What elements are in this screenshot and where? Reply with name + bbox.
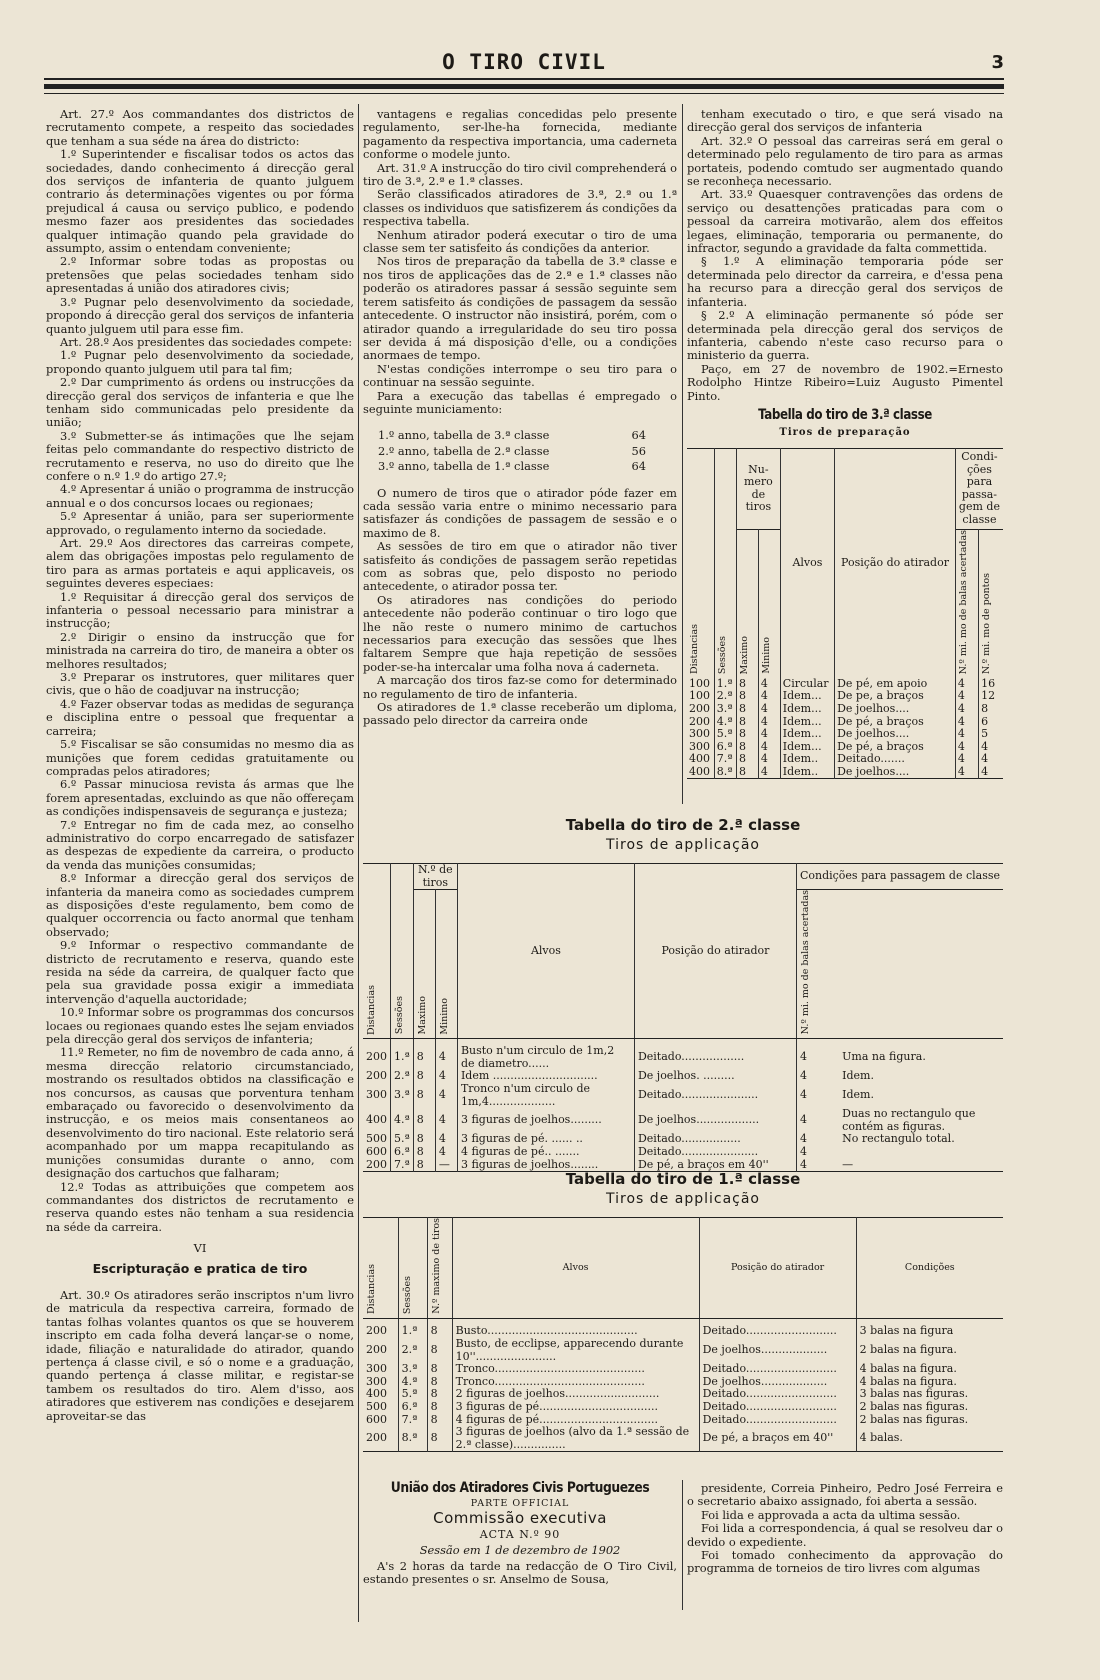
table-row — [363, 1039, 1003, 1071]
header-dist: Distancias — [366, 984, 377, 1035]
table-row — [363, 1363, 1003, 1376]
table-cell: Tronco n'um circulo de 1m,4................... — [457, 1083, 634, 1108]
table-cell: De pé, a braços — [835, 741, 956, 754]
table-cell: Busto, de ecclipse, apparecendo durante 10''....................... — [452, 1338, 699, 1363]
table-cell: 7.ª — [398, 1414, 427, 1427]
table-cell: 8.ª — [714, 766, 736, 779]
uniao-section-cont — [687, 1482, 1003, 1576]
table-cell: 4 — [981, 764, 989, 778]
paragraph: Art. 29.º Aos directores das carreiras compete, alem das obrigações impostas pelo regulamento de tiro para as armas portateis e aqui applicaveis, os seguintes deveres especiaes: — [46, 536, 354, 591]
paragraph: Art. 28.º Aos presidentes das sociedades compete: — [60, 334, 353, 349]
table-row — [363, 1083, 1003, 1108]
table-cell: 5 — [981, 727, 989, 741]
ammo-value: 56 — [631, 443, 646, 458]
table-cell: No rectangulo total. — [842, 1132, 955, 1146]
table-cell: 100 — [687, 690, 714, 703]
paragraph: Foi lida e approvada a acta da ultima sessão. — [701, 1507, 961, 1522]
table-cell: 8 — [736, 728, 758, 741]
table-cell: 1.ª — [398, 1319, 427, 1338]
paragraph: Os atiradores nas condições do periodo antecedente não poderão continuar o tiro logo que lhe não reste o numero minimo de cartuchos necessarios para execução das sessões que lhes faltarem Sempre que haja repetição de sessões poder-se-ha intercalar uma folha nova á caderneta. — [363, 592, 677, 674]
header-num-tiros: Nu-mero de tiros — [736, 448, 780, 529]
paragraph: 1.º Pugnar pelo desenvolvimento da sociedade, propondo quanto julguem util para tal fim; — [46, 348, 354, 376]
paragraph: Foi tomado conhecimento da approvação do programma de torneios de tiro livres com algumas — [687, 1548, 1003, 1576]
table-cell: 8 — [413, 1039, 435, 1071]
paragraph: presidente, Correia Pinheiro, Pedro José Ferreira e o secretario abaixo assignado, foi aberta a sessão. — [687, 1481, 1003, 1509]
sessao-date: Sessão em 1 de dezembro de 1902 — [419, 1542, 621, 1557]
table-cell: 4 — [981, 752, 989, 766]
paragraph: tenham executado o tiro, e que será visado na direcção geral dos serviços de infanteria — [687, 107, 1003, 135]
table-cell: 4 balas na figura. — [859, 1362, 957, 1376]
paragraph: 3.º Submetter-se ás intimações que lhe sejam feitas pelo commandante do respectivo districto de recrutamento e reserva, no uso do direito que lhe confere o n.º 1.º do artigo 27.º; — [46, 428, 354, 483]
table-cell: 600 — [363, 1414, 398, 1427]
table-1 — [363, 1217, 1003, 1452]
table-cell: 4 — [955, 690, 978, 703]
table-cell: De joelhos................... — [699, 1338, 856, 1363]
table-cell: 4 — [758, 678, 780, 691]
table-cell: 16 — [981, 676, 996, 690]
header-pontos: N.º mi. mo de pontos — [981, 573, 993, 675]
table-cell: 6 — [981, 714, 989, 728]
paragraph: 2.º Informar sobre todas as propostas ou pretensões que pelas sociedades tenham sido apresentadas á união dos atiradores civis; — [46, 254, 354, 296]
table-cell: 200 — [363, 1039, 391, 1071]
table-cell: 4 — [758, 690, 780, 703]
header-max: Maximo — [416, 996, 428, 1035]
table-cell: Idem... — [780, 703, 834, 716]
paragraph: Art. 27.º Aos commandantes dos districtos de recrutamento compete, a respeito das sociedades que tenham a sua séde na área do districto: — [46, 107, 354, 148]
table-cell: 4 — [435, 1039, 457, 1071]
table-cell: 4 — [981, 739, 989, 753]
table-cell: 8 — [736, 753, 758, 766]
table-cell: 4 — [435, 1108, 457, 1133]
table-cell: Idem.. — [780, 766, 834, 779]
table-cell: 6.ª — [398, 1401, 427, 1414]
table-cell: 100 — [687, 678, 714, 691]
table-3 — [687, 448, 1003, 780]
paragraph: Serão classificados atiradores de 3.ª, 2.ª ou 1.ª classes os individuos que satisfizerem ás condições da respectiva tabella. — [363, 187, 677, 229]
table-cell: 4 — [758, 766, 780, 779]
table-cell: Deitado....... — [835, 753, 956, 766]
table-cell: 4 — [799, 1132, 807, 1146]
table-cell: 200 — [363, 1426, 398, 1452]
table-cell: 2 balas nas figuras. — [859, 1399, 969, 1413]
table-cell: De joelhos. ......... — [634, 1070, 796, 1083]
table-cell: 2 balas na figura. — [859, 1343, 957, 1357]
paragraph: 4.º Fazer observar todas as medidas de segurança e disciplina entre o pessoal que frequentar a carreira; — [46, 696, 354, 738]
table-cell: 8 — [427, 1363, 452, 1376]
table-1-subtitle: Tiros de applicação — [606, 1191, 760, 1207]
table-cell: 2.ª — [398, 1338, 427, 1363]
table-cell: 4.ª — [391, 1108, 414, 1133]
paragraph: § 2.º A eliminação permanente só póde ser determinada pela direcção geral dos serviços de infanteria, cabendo n'este caso recurso para o ministerio da guerra. — [687, 308, 1003, 363]
uniao-section — [363, 1482, 677, 1587]
table-cell: 400 — [687, 766, 714, 779]
header-balas: N.º mi. mo de balas acertadas — [957, 529, 969, 675]
ammo-value: 64 — [631, 459, 646, 474]
header-position: Posição do atirador — [634, 864, 796, 1039]
paragraph: Art. 32.º O pessoal das carreiras será em geral o determinado pelo regulamento de tiro para as armas portateis, podendo comtudo ser augmentado quando se reconheça necessario. — [687, 133, 1003, 189]
table-cell: Deitado.......................... — [699, 1319, 856, 1338]
table-row — [363, 1338, 1003, 1363]
table-cell: 3 figuras de joelhos........ — [457, 1159, 634, 1172]
table-cell: 600 — [363, 1146, 391, 1159]
table-cell: 4 — [758, 703, 780, 716]
column-divider — [682, 104, 683, 804]
table-cell: 200 — [687, 716, 714, 729]
table-cell: 3 figuras de pé.................................. — [452, 1401, 699, 1414]
table-cell: 4 — [955, 741, 978, 754]
paragraph: A's 2 horas da tarde na redacção de O Tiro Civil, estando presentes o sr. Anselmo de Sousa, — [363, 1559, 677, 1587]
table-cell: 8 — [736, 678, 758, 691]
comissao-title: Commissão executiva — [433, 1508, 607, 1527]
table-row — [687, 753, 1003, 766]
table-cell: 4 — [758, 753, 780, 766]
table-cell: 8 — [427, 1338, 452, 1363]
table-cell: Tronco........................................... — [452, 1363, 699, 1376]
table-cell: 8 — [413, 1108, 435, 1133]
table-cell: Uma na figura. — [842, 1050, 926, 1064]
table-row — [687, 703, 1003, 716]
section-title: Escripturação e pratica de tiro — [92, 1260, 308, 1276]
table-cell: 8 — [427, 1388, 452, 1401]
table-cell: Busto........................................... — [452, 1319, 699, 1338]
paragraph: Art. 31.º A instrucção do tiro civil comprehenderá o tiro de 3.ª, 2.ª e 1.ª classes. — [363, 160, 677, 189]
header-rule — [44, 78, 1004, 80]
paragraph: 1.º Superintender e fiscalisar todos os actos das sociedades, dando conhecimento á direcção geral dos serviços de infanteria de quanto julguem contrario ás determinações vigentes ou por fórma prejudical á causa ou serviço publico, e podendo mesmo fazer aos presidentes das sociedades qualquer intimação quando pela gravidade do assumpto, assim o entendam conveniente; — [46, 147, 354, 256]
paragraph: 3.º Pugnar pelo desenvolvimento da sociedade, propondo á direcção geral dos serviços de infanteria quanto julguem util para esse fim. — [46, 294, 354, 336]
table-cell: 8 — [427, 1401, 452, 1414]
table-cell: 8 — [413, 1146, 435, 1159]
header-alvos: Alvos — [452, 1218, 699, 1319]
table-cell: 400 — [363, 1108, 391, 1133]
table-cell: Tronco........................................... — [452, 1376, 699, 1389]
column-divider — [358, 104, 359, 1622]
table-cell: 8 — [427, 1319, 452, 1338]
table-row — [687, 766, 1003, 779]
table-3-title: Tabella do tiro de 3.ª classe — [758, 406, 932, 423]
ammo-row — [377, 444, 647, 459]
table-cell: De pe, a braços — [835, 690, 956, 703]
table-cell: 8 — [413, 1083, 435, 1108]
table-cell: De joelhos.................. — [634, 1108, 796, 1133]
table-cell: 3 figuras de joelhos......... — [457, 1108, 634, 1133]
table-cell: 4 — [799, 1050, 807, 1064]
paragraph: 10.º Informar sobre os programmas dos concursos locaes ou regionaes quando estes lhe sejam enviados pela direcção geral dos serviços de infanteria; — [46, 1005, 354, 1047]
table-cell: 200 — [363, 1319, 398, 1338]
table-cell: 4 — [955, 703, 978, 716]
paragraph: 12.º Todas as attribuições que competem aos commandantes dos districtos de recrutamento e reserva quando estes não tenham a sua residencia na séde da carreira. — [46, 1179, 354, 1234]
header-num-tiros: N.º de tiros — [413, 864, 457, 890]
header-alvos: Alvos — [780, 448, 834, 677]
table-cell: 5.ª — [714, 728, 736, 741]
table-cell: Idem... — [780, 690, 834, 703]
column-3 — [687, 108, 1003, 779]
table-cell: 2.ª — [391, 1070, 414, 1083]
table-cell: Idem .............................. — [457, 1070, 634, 1083]
table-cell: 6.ª — [714, 741, 736, 754]
paragraph: A marcação dos tiros faz-se como for determinado no regulamento de tiro de infanteria. — [363, 673, 677, 701]
table-3-subtitle: Tiros de preparação — [779, 427, 911, 439]
table-cell: 8 — [736, 741, 758, 754]
table-cell: 4 — [799, 1144, 807, 1158]
header-position: Posição do atirador — [835, 448, 956, 677]
parte-official: PARTE OFFICIAL — [470, 1498, 570, 1510]
table-cell: De joelhos.... — [835, 766, 956, 779]
table-cell: Deitado................. — [634, 1133, 796, 1146]
ammo-label: 1.º anno, tabella de 3.ª classe — [378, 428, 550, 443]
table-cell: 4 — [435, 1070, 457, 1083]
table-cell: 8 — [736, 690, 758, 703]
paragraph: O numero de tiros que o atirador póde fazer em cada sessão varia entre o minimo necessario para satisfazer ás condições de passagem de sessão e o maximo de 8. — [363, 485, 677, 540]
table-cell: 8 — [981, 701, 989, 715]
table-cell: 4 — [955, 766, 978, 779]
table-cell: 4 — [799, 1088, 807, 1102]
ammo-label: 2.º anno, tabella de 2.ª classe — [378, 443, 550, 458]
table-2-subtitle: Tiros de applicação — [606, 837, 760, 853]
table-row — [363, 1108, 1003, 1133]
table-cell: Deitado...................... — [634, 1083, 796, 1108]
table-2 — [363, 863, 1003, 1172]
paragraph: N'estas condições interrompe o seu tiro para o continuar na sessão seguinte. — [363, 361, 677, 390]
table-cell: 3.ª — [391, 1083, 414, 1108]
table-cell: 3 balas nas figuras. — [859, 1387, 969, 1401]
paragraph: 9.º Informar o respectivo commandante de districto de recrutamento e reserva, quando este resida na séde da carreira, de qualquer facto que pela sua gravidade possa exigir a immediata intervenção d'aquella auctoridade; — [46, 938, 354, 1006]
table-cell: 6.ª — [391, 1146, 414, 1159]
paragraph: 5.º Apresentar á união, para ser superiormente approvado, o regulamento interno da sociedade. — [46, 509, 354, 537]
table-cell: 500 — [363, 1133, 391, 1146]
table-cell: 4 balas. — [859, 1431, 903, 1445]
table-cell: Deitado.......................... — [699, 1401, 856, 1414]
table-cell: 4 figuras de pé.. ....... — [457, 1146, 634, 1159]
paragraph: 5.º Fiscalisar se são consumidas no mesmo dia as munições que forem cedidas gratuitamente ou compradas pelos atiradores; — [46, 737, 354, 778]
paragraph: Nos tiros de preparação da tabella de 3.ª classe e nos tiros de applicações das de 2.ª e 1.ª classes não poderão os atiradores passar á sessão seguinte sem terem satisfeito ás condições de passagem da sessão antecedente. O instructor não insistirá, porém, com o atirador quando a irregularidade do seu tiro possa ser devida á má disposição d'elle, ou a condições anormaes de tempo. — [363, 254, 677, 363]
table-row — [363, 1146, 1003, 1159]
table-cell: Idem. — [842, 1069, 874, 1083]
table-cell: 7.ª — [391, 1159, 414, 1172]
table-cell: 2.ª — [714, 690, 736, 703]
paragraph: Paço, em 27 de novembro de 1902.=Ernesto Rodolpho Hintze Ribeiro=Luiz Augusto Pimentel Pinto. — [687, 361, 1003, 403]
uniao-title: União dos Atiradores Civis Portuguezes — [390, 1480, 650, 1496]
table-cell: 300 — [687, 728, 714, 741]
table-cell: 4 — [955, 728, 978, 741]
table-cell: De pé, a braços em 40'' — [634, 1159, 796, 1172]
paragraph: Os atiradores de 1.ª classe receberão um diploma, passado pelo director da carreira onde — [363, 700, 677, 728]
newspaper-title: O TIRO CIVIL — [442, 50, 606, 74]
table-row — [687, 728, 1003, 741]
paragraph: Nenhum atirador poderá executar o tiro de uma classe sem ter satisfeito ás condições da anterior. — [363, 227, 677, 256]
table-cell: Idem... — [780, 741, 834, 754]
table-1-title: Tabella do tiro de 1.ª classe — [565, 1170, 801, 1188]
table-cell: 8.ª — [398, 1426, 427, 1452]
header-rule-thick — [44, 84, 1004, 89]
table-cell: 12 — [981, 689, 996, 703]
table-cell: 2 figuras de joelhos........................... — [452, 1388, 699, 1401]
header-conditions: Condi-ções para passa-gem de classe — [958, 449, 1000, 526]
ammo-table — [377, 428, 647, 474]
header-max: Maximo — [738, 635, 750, 675]
table-cell: 7.ª — [714, 753, 736, 766]
paragraph: 6.º Passar minuciosa revista ás armas que lhe forem apresentadas, excluindo as que não offereçam as condições indispensaveis de segurança e justeza; — [46, 777, 354, 819]
table-cell: De pé, a braços em 40'' — [699, 1426, 856, 1452]
paragraph: Para a execução das tabellas é empregado o seguinte municiamento: — [363, 388, 677, 416]
paragraph: 3.º Preparar os instrutores, quer militares quer civis, que o hão de coadjuvar na instrucção; — [46, 670, 354, 698]
table-cell: 4 — [799, 1113, 807, 1127]
paragraph: 8.º Informar a direcção geral dos serviços de infanteria da maneira como as sociedades cumprem as disposições d'este regulamento, bem como de qualquer occorrencia ou facto anormal que tenham observado; — [46, 871, 354, 939]
table-cell: Idem... — [780, 728, 834, 741]
table-cell: Duas no rectangulo que contém as figuras. — [842, 1107, 976, 1133]
header-conditions: Condições — [856, 1218, 1003, 1319]
table-cell: De pé, em apoio — [835, 678, 956, 691]
table-row — [363, 1070, 1003, 1083]
table-row — [363, 1426, 1003, 1452]
table-cell: 8 — [427, 1414, 452, 1427]
table-cell: Idem... — [780, 716, 834, 729]
paragraph: Art. 33.º Quaesquer contravenções das ordens de serviço ou desattenções praticadas para com o pessoal da carreira motivarão, alem dos effeitos legaes, eliminação, temporaria ou permanente, do infractor, segundo a gravidade da falta commettida. — [687, 187, 1003, 256]
table-cell: 3 figuras de pé. ...... .. — [457, 1133, 634, 1146]
table-cell: 4 — [435, 1083, 457, 1108]
table-cell: 3.ª — [398, 1363, 427, 1376]
table-2-title: Tabella do tiro de 2.ª classe — [565, 816, 801, 834]
header-sessions: Sessões — [394, 996, 405, 1035]
table-cell: 5.ª — [391, 1133, 414, 1146]
table-cell: 8 — [413, 1159, 435, 1172]
table-cell: 4.ª — [714, 716, 736, 729]
table-cell: 8 — [736, 766, 758, 779]
column-divider — [682, 1480, 683, 1610]
table-cell: Circular — [780, 678, 834, 691]
table-cell: 300 — [363, 1376, 398, 1389]
section-number: VI — [193, 1241, 207, 1256]
table-cell: Idem. — [842, 1088, 874, 1102]
paragraph: 7.º Entregar no fim de cada mez, ao conselho administrativo do corpo encarregado de satisfazer as despezas de expediente da carreira, o producto da venda das munições consumidas; — [46, 817, 354, 872]
paragraph: 2.º Dirigir o ensino da instrucção que for ministrada na carreira do tiro, de maneira a obter os melhores resultados; — [46, 629, 354, 671]
table-cell: 4 — [758, 716, 780, 729]
table-cell: 3 figuras de joelhos (alvo da 1.ª sessão de 2.ª classe)............... — [452, 1426, 699, 1452]
table-cell: 300 — [687, 741, 714, 754]
paragraph: 1.º Requisitar á direcção geral dos serviços de infanteria o pessoal necessario para ministrar a instrucção; — [46, 589, 354, 631]
table-cell: De joelhos.... — [835, 728, 956, 741]
ammo-row — [377, 428, 647, 443]
ammo-value: 64 — [631, 428, 646, 443]
table-cell: 4 — [799, 1069, 807, 1083]
table-cell: Busto n'um circulo de 1m,2 de diametro...... — [457, 1039, 634, 1071]
header-rule-thin — [44, 93, 1004, 94]
table-cell: — — [842, 1157, 854, 1171]
table-cell: Deitado...................... — [634, 1146, 796, 1159]
table-cell: Deitado.......................... — [699, 1414, 856, 1427]
table-cell: 4 — [955, 753, 978, 766]
table-2-block — [363, 816, 1003, 1172]
table-row — [363, 1319, 1003, 1338]
table-row — [363, 1401, 1003, 1414]
header-min: Minimo — [760, 637, 772, 675]
table-cell: 4 — [799, 1157, 807, 1171]
header-dist: Distancias — [366, 1263, 377, 1314]
ammo-row — [377, 459, 647, 474]
paragraph: 4.º Apresentar á união o programma de instrucção annual e o dos concursos locaes ou regionaes; — [46, 482, 354, 510]
table-cell: De pé, a braços — [835, 716, 956, 729]
table-cell: 500 — [363, 1401, 398, 1414]
table-cell: 200 — [687, 703, 714, 716]
header-sessions: Sessões — [716, 636, 728, 675]
table-cell: 4 — [955, 716, 978, 729]
table-cell: 4 — [758, 728, 780, 741]
column-2 — [363, 108, 677, 728]
table-cell: Idem.. — [780, 753, 834, 766]
table-cell: 4 figuras de pé.................................. — [452, 1414, 699, 1427]
paragraph: Foi lida a correspondencia, á qual se resolveu dar o devido o expediente. — [687, 1521, 1003, 1549]
table-cell: 400 — [363, 1388, 398, 1401]
header-alvos: Alvos — [457, 864, 634, 1039]
table-cell: 4 balas na figura. — [859, 1374, 957, 1388]
table-cell: 4 — [435, 1133, 457, 1146]
table-cell: — — [435, 1159, 457, 1172]
page-number: 3 — [991, 52, 1004, 73]
header-conditions: Condições para passagem de classe — [799, 869, 1000, 883]
table-cell: 8 — [736, 716, 758, 729]
header-min: Minimo — [438, 997, 450, 1035]
table-cell: 1.ª — [391, 1039, 414, 1071]
paragraph: 11.º Remeter, no fim de novembro de cada anno, á mesma direcção relatorio circumstanciado, mostrando os resultados obtidos na classificação e nos concursos, as causas que porventura tenham embaraçado ou favorecido o desenvolvimento da instrucção, e os meios mais consentaneos ao desenvolvimento do tiro nacional. Este relatorio será acompanhado por um mappa recapitulando as munições consumidas durante o anno, com designação dos cartuchos que falharam; — [46, 1045, 354, 1181]
column-1 — [46, 108, 354, 1423]
table-cell: 300 — [363, 1363, 398, 1376]
header-position: Posição do atirador — [699, 1218, 856, 1319]
table-cell: 2 balas nas figuras. — [859, 1412, 969, 1426]
table-cell: 8 — [736, 703, 758, 716]
table-cell: De joelhos.... — [835, 703, 956, 716]
table-cell: 5.ª — [398, 1388, 427, 1401]
header-dist: Distancias — [689, 624, 700, 675]
header-balas: N.º mi. mo de balas acertadas — [799, 890, 811, 1035]
table-cell: 400 — [687, 753, 714, 766]
table-cell — [824, 1146, 1003, 1159]
table-cell: 4 — [955, 678, 978, 691]
header-num-tiros: N.º maximo de tiros — [430, 1218, 442, 1314]
table-cell: 200 — [363, 1159, 391, 1172]
table-cell: 200 — [363, 1070, 391, 1083]
table-cell: 8 — [427, 1426, 452, 1452]
ammo-label: 3.º anno, tabella de 1.ª classe — [378, 459, 550, 474]
paragraph: vantagens e regalias concedidas pelo presente regulamento, ser-lhe-ha fornecida, mediante pagamento da respectiva importancia, uma caderneta conforme o modele junto. — [363, 107, 677, 162]
table-1-block — [363, 1170, 1003, 1452]
table-cell: Deitado.......................... — [699, 1388, 856, 1401]
paragraph: Art. 30.º Os atiradores serão inscriptos n'um livro de matricula da respectiva carreira, formado de tantas folhas volantes quantos os que se houverem inscripto em cada folha deverá lançar-se o nome, idade, filiação e naturalidade do atirador, quando pertença á classe civil, e só o nome e a graduação, quando pertença á classe militar, e registar-se tambem os resultados do tiro. Alem d'isso, aos atiradores que estiverem nas condições e desejarem aproveitar-se das — [46, 1287, 354, 1423]
paragraph: 2.º Dar cumprimento ás ordens ou instrucções da direcção geral dos serviços de infanteria e que lhe tenham sido communicadas pelo presidente da união; — [46, 375, 354, 430]
table-cell: 200 — [363, 1338, 398, 1363]
table-cell: 300 — [363, 1083, 391, 1108]
table-cell: 1.ª — [714, 678, 736, 691]
table-cell: 8 — [427, 1376, 452, 1389]
table-cell: 8 — [413, 1070, 435, 1083]
table-cell: 3.ª — [714, 703, 736, 716]
table-cell: 4 — [435, 1146, 457, 1159]
paragraph: As sessões de tiro em que o atirador não tiver satisfeito ás condições de passagem serão repetidas com as sobras que, pelo disposto no periodo antecedente, o atirador possa ter. — [363, 539, 677, 594]
table-cell: 4.ª — [398, 1376, 427, 1389]
table-cell: Deitado.......................... — [699, 1363, 856, 1376]
table-cell: 4 — [758, 741, 780, 754]
paragraph: § 1.º A eliminação temporaria póde ser determinada pelo director da carreira, e d'essa pena ha recurso para a direcção geral dos serviços de infanteria. — [687, 254, 1003, 309]
table-cell: De joelhos................... — [699, 1376, 856, 1389]
table-cell: 3 balas na figura — [859, 1324, 954, 1338]
table-cell: 8 — [413, 1133, 435, 1146]
header-sessions: Sessões — [401, 1275, 413, 1314]
acta-number: ACTA N.º 90 — [479, 1528, 561, 1542]
table-cell: Deitado.................. — [634, 1039, 796, 1071]
